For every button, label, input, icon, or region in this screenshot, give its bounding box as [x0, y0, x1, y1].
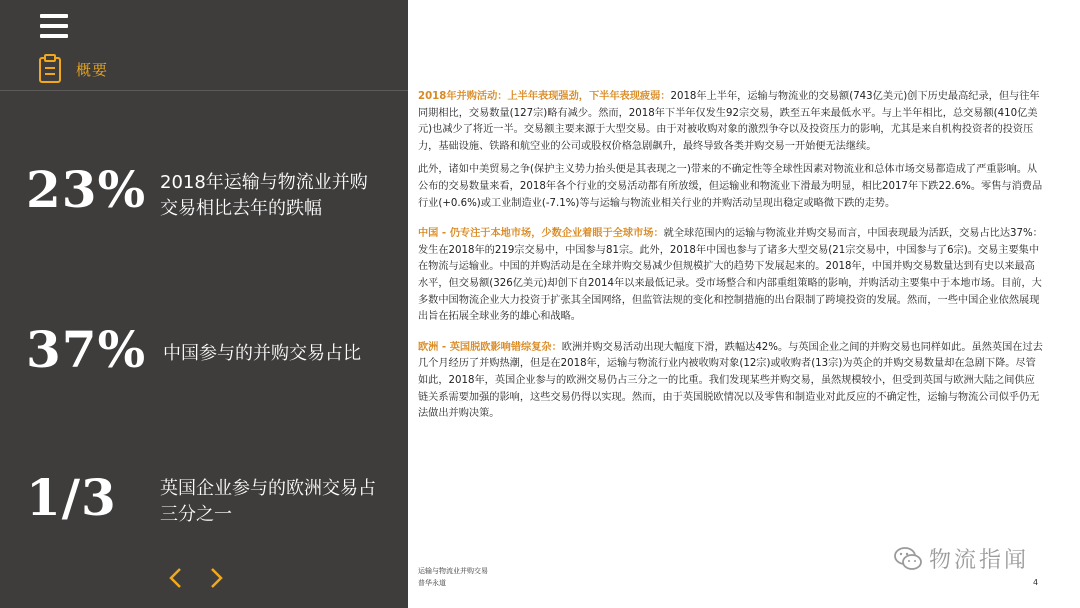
- stat-value: 37%: [26, 320, 147, 379]
- chevron-left-icon: [168, 567, 182, 589]
- paragraph-heading: 2018年并购活动：上半年表现强劲，下半年表现疲弱：: [418, 91, 671, 102]
- sidebar: [0, 0, 408, 608]
- paragraph: [418, 162, 1044, 212]
- page-number: 4: [1033, 578, 1039, 587]
- paragraph-body: 此外，诸如中美贸易之争(保护主义势力抬头便是其表现之一)带来的不确定性等全球性因素对物流业和总体市场交易都造成了严重影响。从公布的交易数量来看，2018年各个行业的交易活动都有所放缓，但运输业和物流业下滑最为明显，相比2017年下跌22.6%。零售与消费品行业(+0.6%)或工业制造业(-7.1%)等与运输与物流业相关行业的并购活动呈现出稳定或略微下跌的走势。: [418, 164, 1043, 209]
- stat-value: 1/3: [26, 468, 117, 527]
- footer-org: 普华永道: [418, 579, 446, 587]
- sidebar-divider: [0, 90, 408, 91]
- next-page-button[interactable]: [210, 566, 224, 596]
- stat-description: [160, 170, 368, 222]
- chevron-right-icon: [210, 567, 224, 589]
- summary-tab[interactable]: [38, 54, 108, 84]
- prev-page-button[interactable]: [168, 566, 182, 596]
- paragraph-body: 2018年上半年，运输与物流业的交易额(743亿美元)创下历史最高纪录，但与往年同期相比，交易数量(127宗)略有减少。然而，2018年下半年仅发生92宗交易，跌至五年来最低水平。与上半年相比，总交易额(410亿美元)也减少了将近一半。交易额主要来源于大型交易。由于对被收购对象的激烈争夺以及投资压力的影响，尤其是来自机构投资者的投资压力，基础设施、铁路和航空业的公司或股权价格急剧飙升，最终导致各类并购交易一开始便无法继续。: [418, 91, 1040, 152]
- clipboard-icon: [38, 54, 62, 84]
- stat-desc-line: 英国企业参与的欧洲交易占: [160, 478, 376, 499]
- stat-desc-line: 交易相比去年的跌幅: [160, 198, 322, 219]
- wechat-icon: [893, 546, 923, 572]
- paragraph-heading: 欧洲 - 英国脱欧影响错综复杂：: [418, 341, 562, 353]
- stat-item: [26, 320, 146, 379]
- stat-desc-line: 三分之一: [160, 504, 232, 525]
- summary-label: 概要: [76, 60, 109, 79]
- watermark-text: 物流指闻: [929, 548, 1030, 573]
- footer-title: 运输与物流业并购交易: [418, 567, 488, 575]
- watermark: [893, 543, 1029, 574]
- paragraph: [418, 89, 1044, 155]
- stat-desc-line: 2018年运输与物流业并购: [160, 172, 368, 193]
- paragraph-body: 就全球范围内的运输与物流业并购交易而言，中国表现最为活跃，交易占比达37%：发生在2018年的219宗交易中，中国参与81宗。此外，2018年中国也参与了诸多大型交易(21宗交易中，中国参与了6宗)。交易主要集中在物流与运输业。中国的并购活动是在全球并购交易减少但规模扩大的趋势下发展起来的。2018年，中国并购交易数量达到有史以来最高水平，但交易额(326亿美元)却创下自2014年以来最低记录。受市场整合和内部重组策略的影响，并购活动主要集中于本地市场。目前，大多数中国物流企业大力投资于扩张其全国网络，但监管法规的变化和控制措施的出台限制了跨境投资的发展。然而，一些中国企业依然展现出旨在拓展全球业务的雄心和战略。: [418, 228, 1043, 323]
- paragraph-heading: 中国 - 仍专注于本地市场，少数企业着眼于全球市场：: [418, 228, 664, 240]
- stat-desc-line: 中国参与的并购交易占比: [163, 343, 361, 364]
- hamburger-menu-icon[interactable]: [40, 14, 68, 40]
- stat-item: [26, 160, 146, 219]
- stat-item: [26, 468, 117, 527]
- main-content: [418, 89, 1044, 430]
- stat-description: [163, 341, 361, 367]
- paragraph: [418, 340, 1044, 423]
- paragraph-body: 欧洲并购交易活动出现大幅度下滑，跌幅达42%。与英国企业之间的并购交易也同样如此。虽然英国在过去几个月经历了并购热潮，但是在2018年，运输与物流行业内被收购对象(12宗)或收购者(13宗)为英企的并购交易数量却在急剧下降。尽管如此，2018年，英国企业参与的欧洲交易仍占三分之一的比重。我们发现某些并购交易，虽然规模较小，但受到英国与欧洲大陆之间供应链关系需要加强的影响，这些交易仍得以实现。然而，由于英国脱欧情况以及零售和制造业对此反应的不确定性，运输与物流公司似乎仍无法做出并购决策。: [418, 341, 1043, 420]
- stat-description: [160, 476, 376, 528]
- stat-value: 23%: [26, 160, 147, 219]
- paragraph: [418, 226, 1044, 326]
